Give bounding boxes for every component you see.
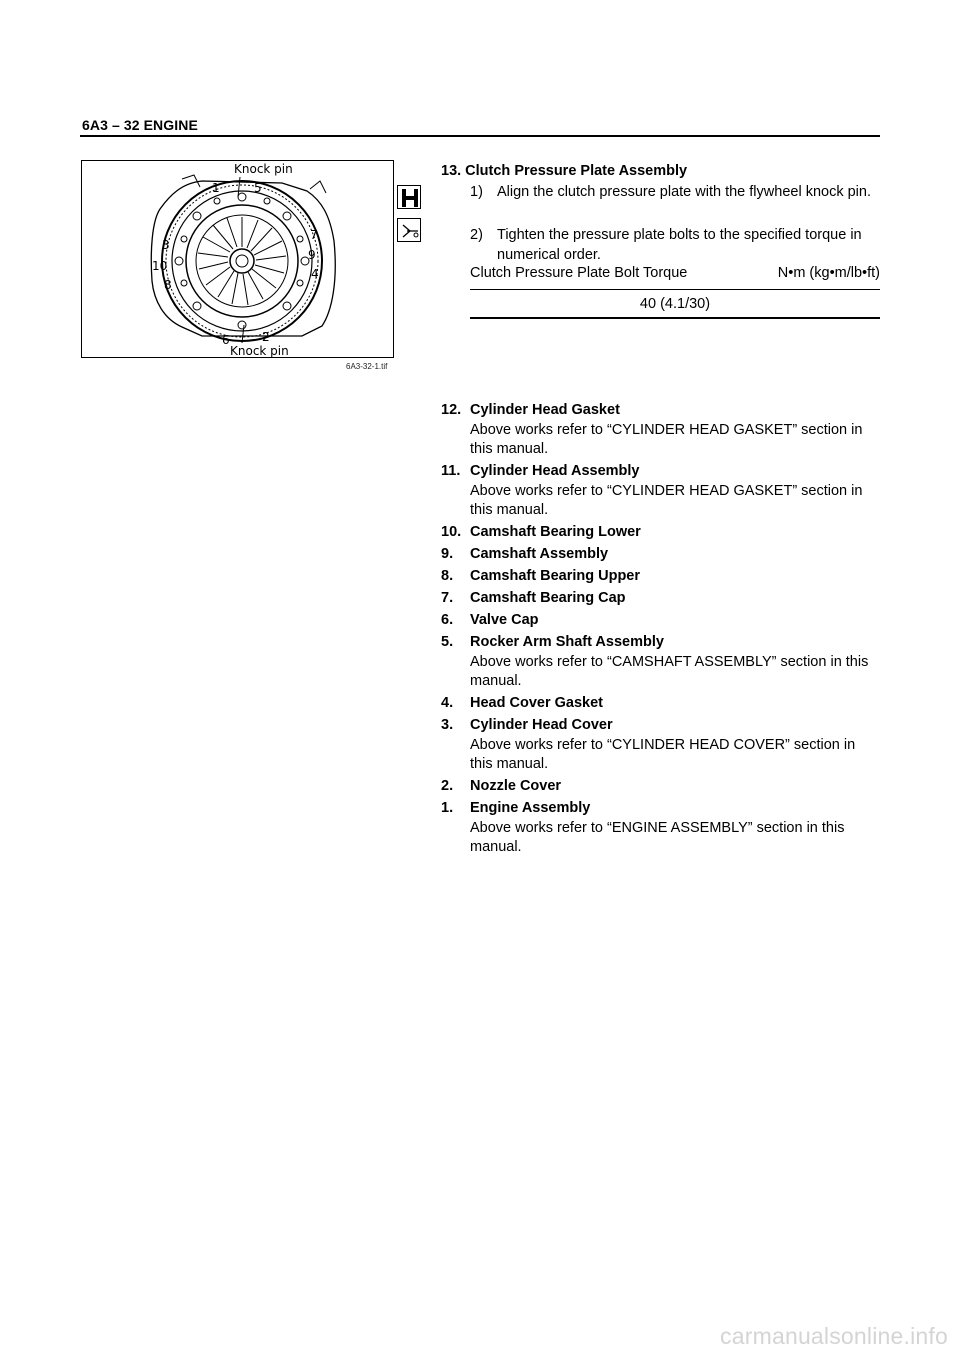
- item-title: Camshaft Assembly: [470, 546, 609, 562]
- item-number: 8.: [441, 568, 454, 584]
- item-number: 2.: [441, 778, 454, 794]
- list-item: [441, 544, 881, 564]
- step-number: 1): [470, 184, 483, 200]
- item-note: Above works refer to “CYLINDER HEAD GASKET” section in this manual.: [470, 483, 863, 518]
- item-title: Cylinder Head Cover: [470, 717, 613, 733]
- watermark: carmanualsonline.info: [720, 1323, 948, 1349]
- list-item: [441, 400, 881, 459]
- item-title: Head Cover Gasket: [470, 695, 603, 711]
- item-note: Above works refer to “CYLINDER HEAD COVER” section in this manual.: [470, 737, 856, 772]
- label-knock-pin-top: Knock pin: [234, 162, 293, 176]
- list-item: [441, 461, 881, 520]
- item-number: 6.: [441, 612, 454, 628]
- bolt-label-4: 4: [311, 267, 319, 281]
- item-title: Nozzle Cover: [470, 778, 562, 794]
- figure-caption: 6A3-32-1.tif: [346, 362, 388, 371]
- item-title: Camshaft Bearing Cap: [470, 590, 626, 606]
- item-number: 3.: [441, 717, 454, 733]
- list-item: [441, 522, 881, 542]
- list-item: [441, 632, 881, 691]
- item-number: 11.: [441, 463, 461, 479]
- item-title: Rocker Arm Shaft Assembly: [470, 634, 664, 650]
- item-number: 1.: [441, 800, 454, 816]
- item-title: Camshaft Bearing Lower: [470, 524, 641, 540]
- step-text: Tighten the pressure plate bolts to the specified torque in numerical order.: [497, 227, 862, 263]
- item-title: Cylinder Head Gasket: [470, 402, 620, 418]
- section-13-title: 13. Clutch Pressure Plate Assembly: [441, 163, 688, 179]
- item-number: 5.: [441, 634, 454, 650]
- item-number: 10.: [441, 524, 462, 540]
- step-text: Align the clutch pressure plate with the flywheel knock pin.: [497, 184, 871, 200]
- bolt-label-1: 1: [212, 181, 220, 195]
- torque-wrench-icon: [397, 218, 421, 242]
- torque-value: 40 (4.1/30): [639, 296, 711, 312]
- clutch-diagram: [82, 161, 395, 359]
- item-number: 12.: [441, 402, 462, 418]
- bolt-label-3: 3: [162, 238, 170, 252]
- torque-unit: N•m (kg•m/lb•ft): [777, 265, 880, 281]
- bolt-label-9: 9: [308, 248, 316, 262]
- label-knock-pin-bottom: Knock pin: [230, 344, 289, 358]
- list-item: [441, 693, 881, 713]
- step-number: 2): [470, 227, 483, 243]
- item-title: Valve Cap: [470, 612, 539, 628]
- clutch-pressure-plate-figure: [81, 160, 394, 358]
- item-number: 4.: [441, 695, 454, 711]
- header-rule: [80, 135, 880, 137]
- removal-steps-list: [441, 400, 881, 859]
- step-1: [470, 182, 880, 202]
- step-2: [470, 225, 880, 265]
- torque-table-rule-top: [470, 289, 880, 290]
- bolt-label-2: 2: [262, 330, 270, 344]
- bolt-label-5: 5: [254, 181, 262, 195]
- bolt-label-7: 7: [310, 228, 318, 242]
- item-title: Camshaft Bearing Upper: [470, 568, 641, 584]
- item-title: Cylinder Head Assembly: [470, 463, 640, 479]
- bolt-label-6: 6: [222, 333, 230, 347]
- list-item: [441, 776, 881, 796]
- item-number: 9.: [441, 546, 454, 562]
- item-number: 7.: [441, 590, 454, 606]
- item-note: Above works refer to “CYLINDER HEAD GASKET” section in this manual.: [470, 422, 863, 457]
- bolt-label-8: 8: [164, 278, 172, 292]
- torque-table-rule-bottom: [470, 317, 880, 319]
- page-header: 6A3 – 32 ENGINE: [82, 117, 198, 133]
- list-item: [441, 798, 881, 857]
- list-item: [441, 715, 881, 774]
- install-tool-icon: [397, 185, 421, 209]
- item-title: Engine Assembly: [470, 800, 591, 816]
- list-item: [441, 588, 881, 608]
- bolt-label-10: 10: [152, 259, 168, 273]
- list-item: [441, 566, 881, 586]
- torque-label: Clutch Pressure Plate Bolt Torque: [470, 265, 688, 281]
- item-note: Above works refer to “CAMSHAFT ASSEMBLY” section in this manual.: [470, 654, 869, 689]
- item-note: Above works refer to “ENGINE ASSEMBLY” section in this manual.: [470, 820, 845, 855]
- list-item: [441, 610, 881, 630]
